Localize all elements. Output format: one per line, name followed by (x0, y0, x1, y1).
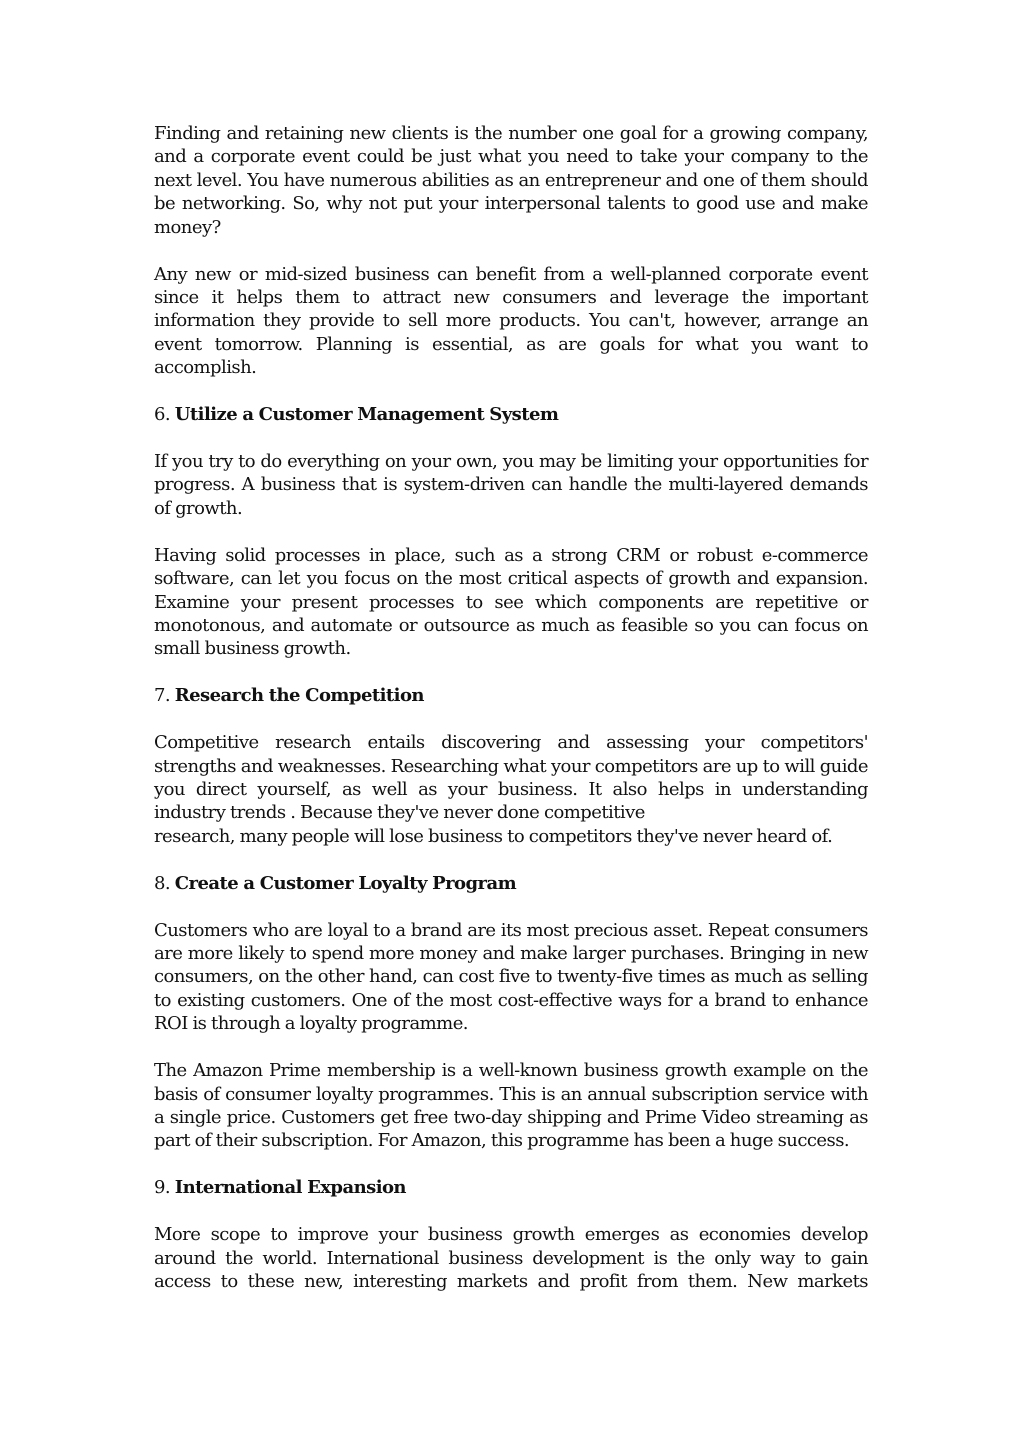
section-heading-6 (154, 403, 868, 426)
paragraph-corporate-event-benefits: Any new or mid-sized business can benefit from a well-planned corporate event since it helps them to attract new consumers and leverage the important information they provide to sell more products. You can't, however, arrange an event tomorrow. Planning is essential, as are goals for what you want to accomplish. (154, 263, 868, 379)
paragraph-amazon-prime: The Amazon Prime membership is a well-known business growth example on the basis of consumer loyalty programmes. This is an annual subscription service with a single price. Customers get free two-day shipping and Prime Video streaming as part of their subscription. For Amazon, this programme has been a huge success. (154, 1060, 868, 1152)
paragraph-competitive-research (154, 731, 868, 825)
section-heading-9 (154, 1176, 868, 1199)
section-number: 9. (154, 1177, 171, 1199)
paragraph-competitive-research-body: Competitive research entails discovering and assessing your competitors' strengths and weaknesses. Researching what your competitors are up to will guide you direct yourself, as well as your business. It also helps in understanding industry trends . Because they've never done competitive (154, 732, 868, 824)
paragraph-solid-processes: Having solid processes in place, such as a strong CRM or robust e-commerce software, can let you focus on the most critical aspects of growth and expansion. Examine your present processes to see which components are repetitive or monotonous, and automate or outsource as much as feasible so you can focus on small business growth. (154, 544, 868, 660)
paragraph-competitive-research-last-line: research, many people will lose business to competitors they've never heard of. (154, 825, 833, 847)
section-title: Utilize a Customer Management System (174, 404, 559, 426)
section-number: 8. (154, 872, 171, 894)
section-title: Create a Customer Loyalty Program (174, 872, 517, 894)
paragraph-system-driven: If you try to do everything on your own, you may be limiting your opportunities for progress. A business that is system-driven can handle the multi-layered demands of growth. (154, 450, 868, 519)
section-title: Research the Competition (174, 685, 424, 707)
section-heading-7 (154, 684, 868, 707)
paragraph-loyal-customers: Customers who are loyal to a brand are its most precious asset. Repeat consumers are more likely to spend more money and make larger purchases. Bringing in new consumers, on the other hand, can cost five to twenty-five times as much as selling to existing customers. One of the most cost-effective ways for a brand to enhance ROI is through a loyalty programme. (154, 919, 868, 1035)
section-heading-8 (154, 872, 868, 895)
document-page (154, 122, 868, 1317)
section-number: 7. (154, 685, 171, 707)
paragraph-international-expansion: More scope to improve your business growth emerges as economies develop around the world. International business development is the only way to gain access to these new, interesting markets and profit from them. New markets (154, 1224, 868, 1292)
section-title: International Expansion (174, 1177, 406, 1199)
paragraph-networking-events: Finding and retaining new clients is the number one goal for a growing company, and a corporate event could be just what you need to take your company to the next level. You have numerous abilities as an entrepreneur and one of them should be networking. So, why not put your interpersonal talents to good use and make money? (154, 123, 868, 238)
section-number: 6. (154, 404, 171, 426)
